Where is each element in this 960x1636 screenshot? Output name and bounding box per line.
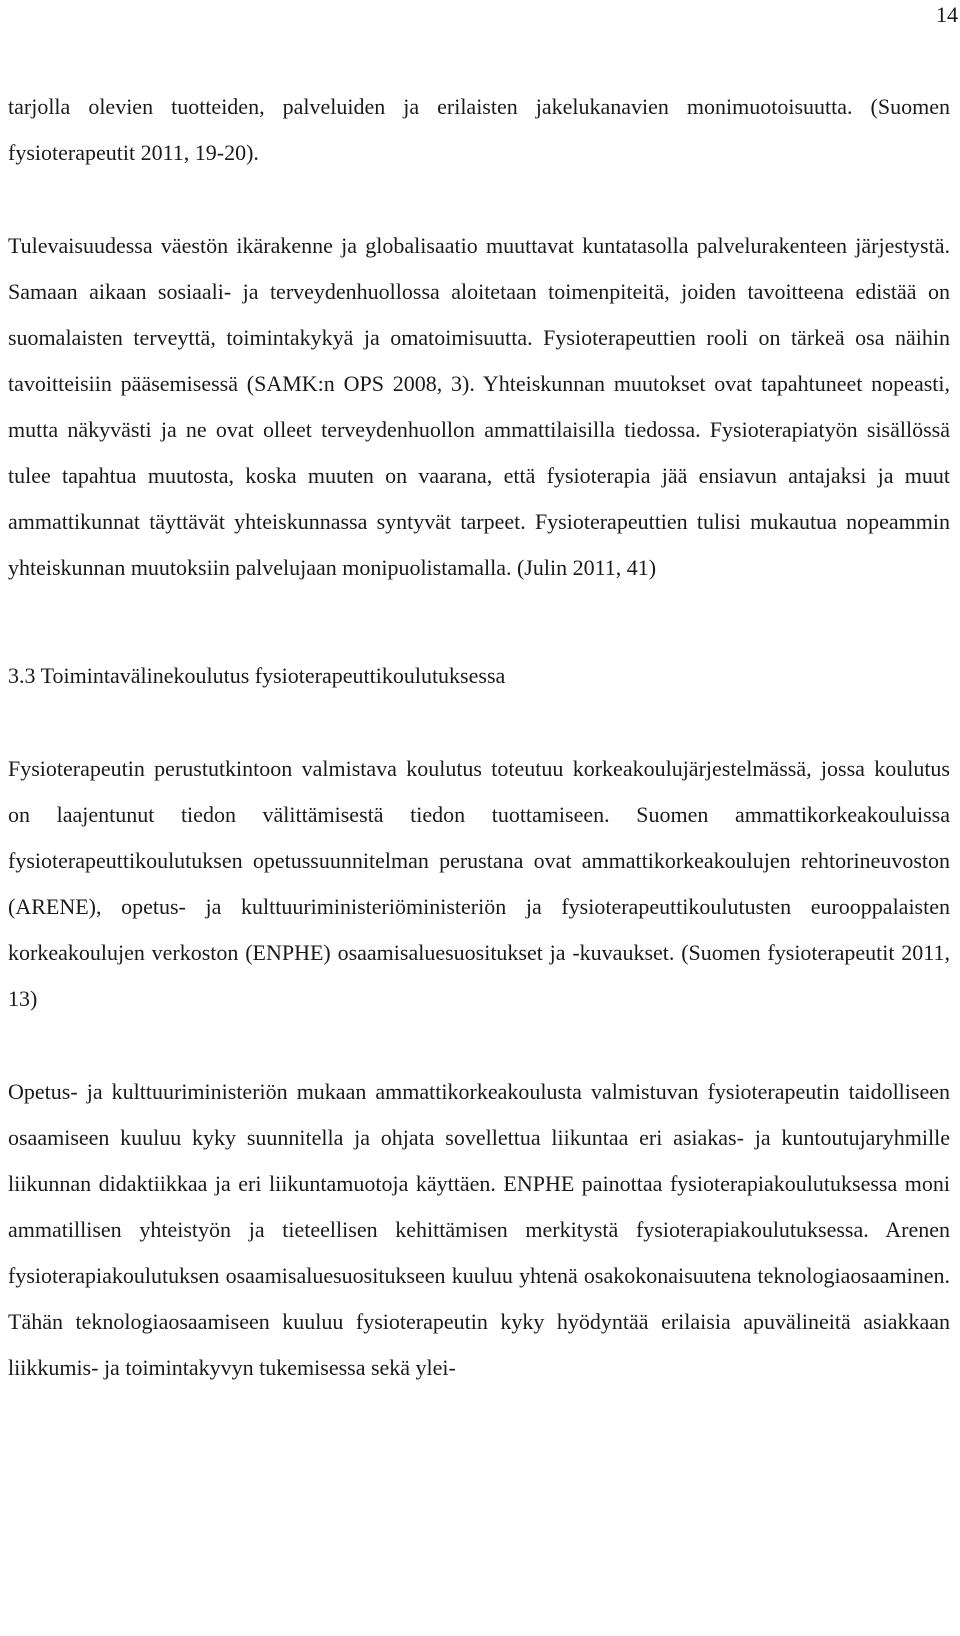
document-body <box>8 84 950 1391</box>
section-heading: 3.3 Toimintavälinekoulutus fysioterapeuttikoulutuksessa <box>8 663 506 688</box>
paragraph-education: Fysioterapeutin perustutkintoon valmistava koulutus toteutuu korkeakoulujärjestelmässä, jossa koulutus on laajentunut tiedon välittämisestä tiedon tuottamiseen. Suomen ammattikorkeakouluissa fysioterapeuttikoulutuksen opetussuunnitelman perustana ovat ammattikorkeakoulujen rehtorineuvoston (ARENE), opetus- ja kulttuuriministeriöministeriön ja fysioterapeuttikoulutusten eurooppalaisten korkeakoulujen verkoston (ENPHE) osaamisaluesuositukset ja -kuvaukset. (Suomen fysioterapeutit 2011, 13) <box>8 756 950 1011</box>
page-number: 14 <box>936 2 958 27</box>
paragraph-ministry: Opetus- ja kulttuuriministeriön mukaan ammattikorkeakoulusta valmistuvan fysioterapeutin taidolliseen osaamiseen kuuluu kyky suunnitella ja ohjata sovellettua liikuntaa eri asiakas- ja kuntoutujaryhmille liikunnan didaktiikkaa ja eri liikuntamuotoja käyttäen. ENPHE painottaa fysioterapiakoulutuksessa moni ammatillisen yhteistyön ja tieteellisen kehittämisen merkitystä fysioterapiakoulutuksessa. Arenen fysioterapiakoulutuksen osaamisaluesuositukseen kuuluu yhtenä osakokonaisuutena teknologiaosaaminen. Tähän teknologiaosaamiseen kuuluu fysioterapeutin kyky hyödyntää erilaisia apuvälineitä asiakkaan liikkumis- ja toimintakyvyn tukemisessa sekä ylei- <box>8 1079 950 1380</box>
paragraph-future-changes: Tulevaisuudessa väestön ikärakenne ja globalisaatio muuttavat kuntatasolla palvelurakenteen järjestystä. Samaan aikaan sosiaali- ja terveydenhuollossa aloitetaan toimenpiteitä, joiden tavoitteena edistää on suomalaisten terveyttä, toimintakykyä ja omatoimisuutta. Fysioterapeuttien rooli on tärkeä osa näihin tavoitteisiin pääsemisessä (SAMK:n OPS 2008, 3). Yhteiskunnan muutokset ovat tapahtuneet nopeasti, mutta näkyvästi ja ne ovat olleet terveydenhuollon ammattilaisilla tiedossa. Fysioterapiatyön sisällössä tulee tapahtua muutosta, koska muuten on vaarana, että fysioterapia jää ensiavun antajaksi ja muut ammattikunnat täyttävät yhteiskunnassa syntyvät tarpeet. Fysioterapeuttien tulisi mukautua nopeammin yhteiskunnan muutoksiin palvelujaan monipuolistamalla. (Julin 2011, 41) <box>8 233 950 580</box>
paragraph-continuation: tarjolla olevien tuotteiden, palveluiden ja erilaisten jakelukanavien monimuotoisuutta. (Suomen fysioterapeutit 2011, 19-20). <box>8 94 950 165</box>
